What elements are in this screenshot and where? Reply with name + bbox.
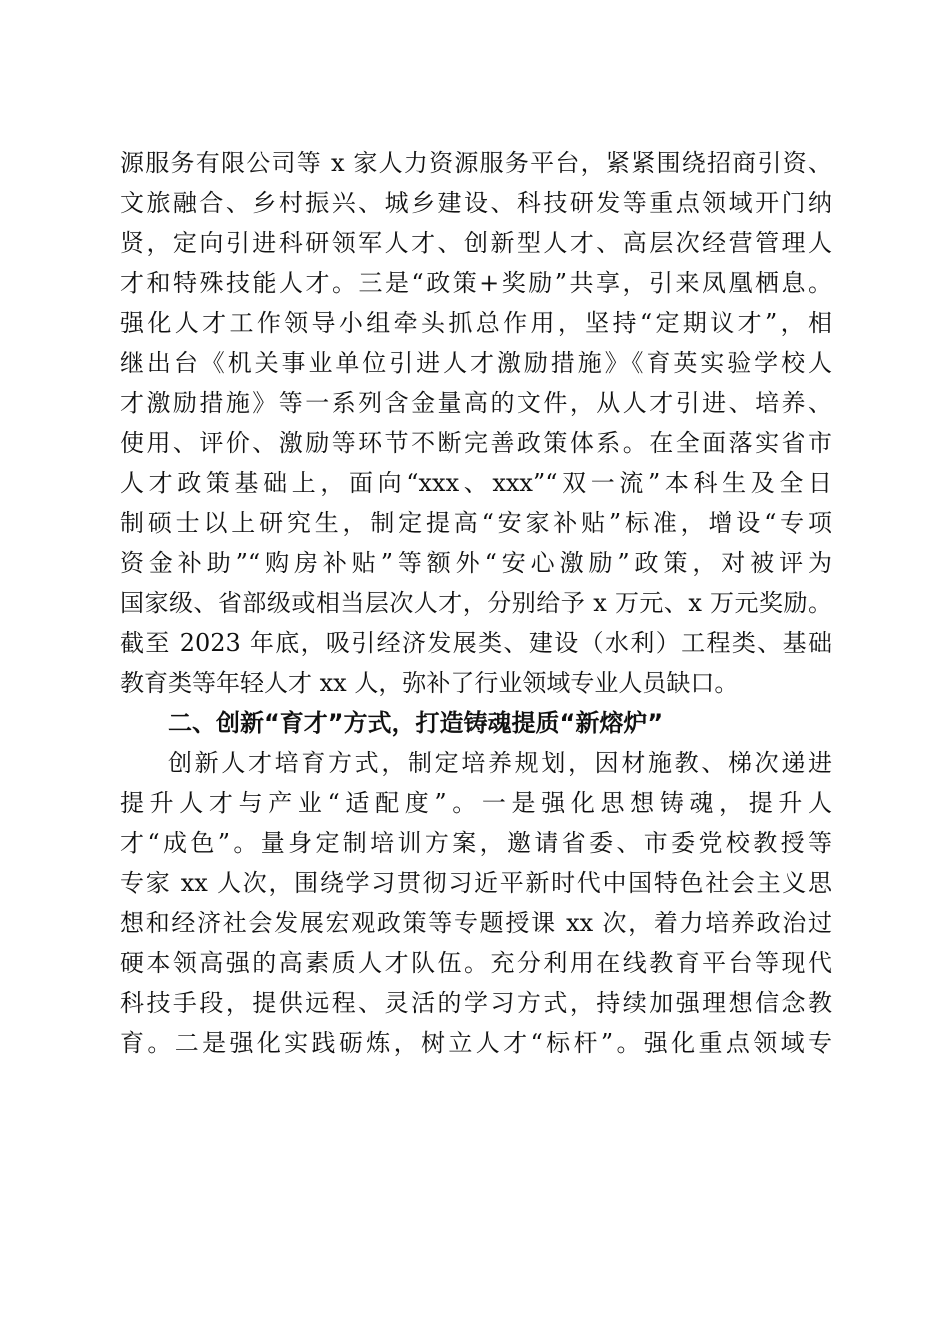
text-line: 贤，定向引进科研领军人才、创新型人才、高层次经营管理人 — [120, 229, 832, 257]
text-line: 继出台《机关事业单位引进人才激励措施》《育英实验学校人 — [120, 349, 832, 377]
text-line: 截至 2023 年底，吸引经济发展类、建设（水利）工程类、基础 — [120, 629, 832, 657]
text-line: 国家级、省部级或相当层次人才，分别给予 x 万元、x 万元奖励。 — [120, 589, 832, 617]
text-line: 提升人才与产业“适配度”。一是强化思想铸魂，提升人 — [120, 789, 832, 817]
text-line: 育。二是强化实践砺炼，树立人才“标杆”。强化重点领域专 — [120, 1029, 832, 1057]
text-line: 硬本领高强的高素质人才队伍。充分利用在线教育平台等现代 — [120, 949, 832, 977]
text-line: 才激励措施》等一系列含金量高的文件，从人才引进、培养、 — [120, 389, 832, 417]
text-line: 科技手段，提供远程、灵活的学习方式，持续加强理想信念教 — [120, 989, 832, 1017]
text-line: 专家 xx 人次，围绕学习贯彻习近平新时代中国特色社会主义思 — [120, 869, 832, 897]
section-heading: 二、创新“育才”方式，打造铸魂提质“新熔炉” — [168, 709, 664, 737]
text-line: 资金补助”“购房补贴”等额外“安心激励”政策，对被评为 — [120, 549, 832, 577]
text-line: 教育类等年轻人才 xx 人，弥补了行业领域专业人员缺口。 — [120, 669, 739, 697]
text-line: 想和经济社会发展宏观政策等专题授课 xx 次，着力培养政治过 — [120, 909, 832, 937]
text-line: 文旅融合、乡村振兴、城乡建设、科技研发等重点领域开门纳 — [120, 189, 832, 217]
text-line: 创新人才培育方式，制定培养规划，因材施教、梯次递进 — [168, 749, 832, 777]
text-line: 人才政策基础上，面向“xxx、xxx”“双一流”本科生及全日 — [120, 469, 832, 497]
text-line: 才和特殊技能人才。三是“政策+奖励”共享，引来凤凰栖息。 — [120, 269, 832, 297]
text-line: 源服务有限公司等 x 家人力资源服务平台，紧紧围绕招商引资、 — [120, 149, 832, 177]
text-line: 才“成色”。量身定制培训方案，邀请省委、市委党校教授等 — [120, 829, 832, 857]
text-line: 使用、评价、激励等环节不断完善政策体系。在全面落实省市 — [120, 429, 832, 457]
text-line: 强化人才工作领导小组牵头抓总作用，坚持“定期议才”，相 — [120, 309, 832, 337]
text-line: 制硕士以上研究生，制定提高“安家补贴”标准，增设“专项 — [120, 509, 832, 537]
